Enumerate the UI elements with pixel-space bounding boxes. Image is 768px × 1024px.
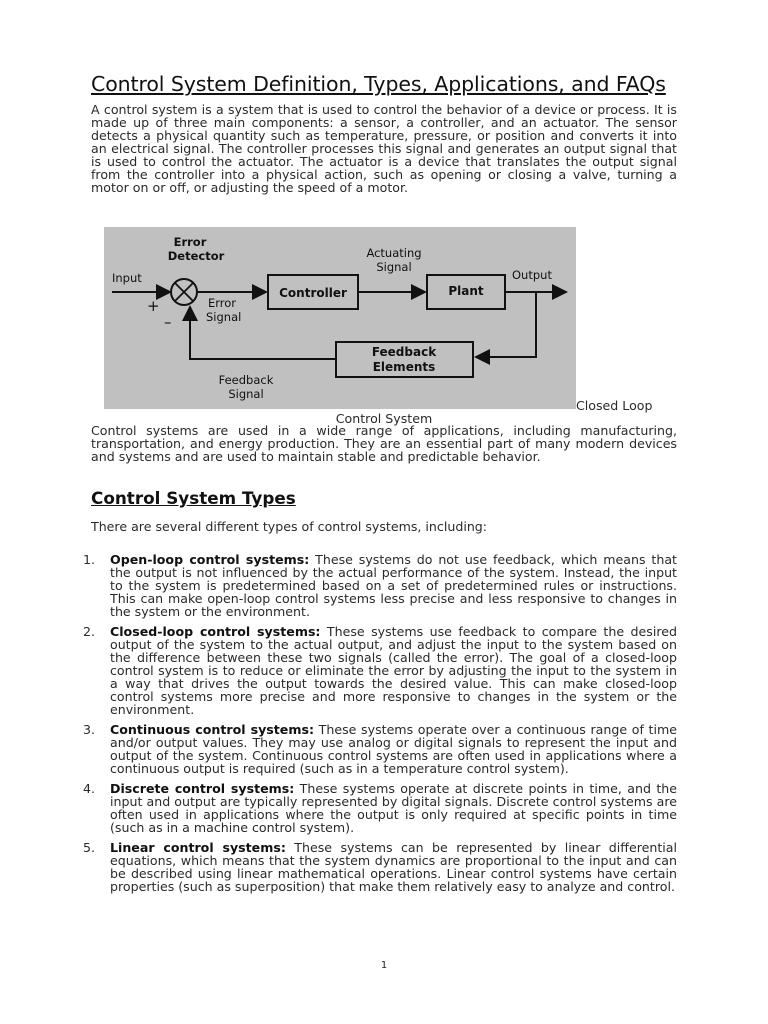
plant-label: Plant [448,284,484,298]
list-number: 1. [83,552,96,567]
section-heading-types: Control System Types [91,488,296,508]
list-item [83,840,677,894]
list-number: 2. [83,624,96,639]
figure-caption-line2: Control System [335,411,433,426]
list-text: These systems operate over a continuous range of time and/or output values. They may use analog or digital signals to represent the input and output of the system. Continuous control systems are often used in applications where a continuous output is required (such as in a temperature control system). [110,722,677,776]
types-list [83,552,677,900]
feedback-signal-label-1: Feedback [218,373,274,387]
summing-junction-icon [171,279,197,305]
types-intro: There are several different types of control systems, including: [91,519,488,534]
list-text: These systems use feedback to compare the desired output of the system to the actual output, and adjust the input to the system based on the difference between these two signals (called the error). The goal of a closed-loop control system is to reduce or eliminate the error by adjusting the input to the system in a way that drives the output towards the desired value. This can make closed-loop control systems more precise and more responsive to changes in the system or the environment. [110,624,677,717]
error-signal-label-2: Signal [206,310,242,324]
list-item [83,722,677,776]
list-item [83,781,677,835]
output-label: Output [512,268,552,282]
page-number: 1 [380,960,388,971]
closed-loop-diagram [104,227,576,409]
error-detector-label-1: Error [173,235,207,249]
applications-paragraph: Control systems are used in a wide range of applications, including manufacturing, transportation, and energy production. They are an essential part of many modern devices and systems and are used to maintain stable and predictable behavior. [91,423,677,464]
list-number: 4. [83,781,96,796]
minus-sign: – [164,313,172,331]
actuating-signal-label-2: Signal [376,260,412,274]
list-text: These systems do not use feedback, which means that the output is not influenced by the actual performance of the system. Instead, the input to the system is predetermined based on a set of predetermined rules or instructions. This can make open-loop control systems less precise and less responsive to changes in the system or the environment. [110,552,677,619]
list-term: Open-loop control systems: [110,552,310,567]
controller-label: Controller [279,286,347,300]
list-term: Discrete control systems: [110,781,295,796]
feedback-signal-label-2: Signal [228,387,264,401]
list-term: Closed-loop control systems: [110,624,321,639]
figure-caption-line1: Closed Loop [576,398,653,413]
error-signal-label-1: Error [208,296,237,310]
list-text: These systems operate at discrete points in time, and the input and output are typically represented by digital signals. Discrete control systems are often used in applications where the output is only required at specific points in time (such as in a machine control system). [110,781,677,835]
list-number: 3. [83,722,96,737]
list-item [83,552,677,619]
actuating-signal-label-1: Actuating [366,246,422,260]
list-term: Continuous control systems: [110,722,315,737]
plus-sign: + [147,297,160,315]
intro-paragraph: A control system is a system that is used to control the behavior of a device or process. It is made up of three main components: a sensor, a controller, and an actuator. The sensor detects a physical quantity such as temperature, pressure, or position and converts it into an electrical signal. The controller processes this signal and generates an output signal that is used to control the actuator. The actuator is a device that translates the output signal from the controller into a physical action, such as opening or closing a valve, turning a motor on or off, or adjusting the speed of a motor. [91,102,677,195]
list-number: 5. [83,840,96,855]
feedback-elements-label-2: Elements [372,360,436,374]
list-term: Linear control systems: [110,840,286,855]
list-text: These systems can be represented by linear differential equations, which means that the system dynamics are proportional to the input and can be described using linear mathematical operations. Linear control systems have certain properties (such as superposition) that make them relatively easy to analyze and control. [110,840,677,894]
list-item [83,624,677,717]
feedback-elements-label-1: Feedback [371,345,437,359]
input-label: Input [112,271,142,285]
page-title: Control System Definition, Types, Applications, and FAQs [91,72,666,96]
error-detector-label-2: Detector [167,249,225,263]
